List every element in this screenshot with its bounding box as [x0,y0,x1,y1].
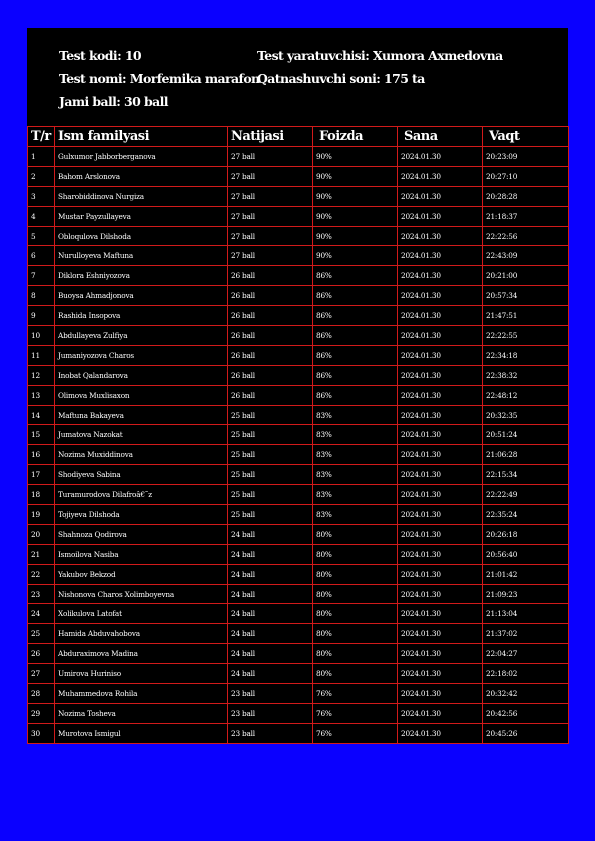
result-time: 20:45:26 [483,723,569,743]
participant-name: Jumatova Nazokat [55,425,228,445]
result-time: 21:06:28 [483,445,569,465]
result-points: 24 ball [228,544,313,564]
row-number: 1 [28,147,55,167]
result-time: 20:28:28 [483,186,569,206]
table-row [28,365,569,385]
result-points: 23 ball [228,703,313,723]
result-time: 20:26:18 [483,524,569,544]
test-name: Test nomi: Morfemika marafon [59,71,260,86]
result-time: 22:04:27 [483,644,569,664]
result-points: 26 ball [228,266,313,286]
row-number: 15 [28,425,55,445]
table-row [28,425,569,445]
participant-name: Inobat Qalandarova [55,365,228,385]
result-date: 2024.01.30 [398,226,483,246]
participant-name: Bahom Arslonova [55,166,228,186]
table-row [28,385,569,405]
row-number: 10 [28,326,55,346]
table-row [28,266,569,286]
result-percent: 90% [313,147,398,167]
row-number: 28 [28,684,55,704]
result-time: 22:22:49 [483,485,569,505]
result-percent: 80% [313,604,398,624]
result-date: 2024.01.30 [398,326,483,346]
test-info-header [27,28,568,126]
result-percent: 83% [313,505,398,525]
result-percent: 83% [313,445,398,465]
row-number: 29 [28,703,55,723]
row-number: 19 [28,505,55,525]
result-percent: 86% [313,306,398,326]
row-number: 2 [28,166,55,186]
result-time: 22:48:12 [483,385,569,405]
result-points: 25 ball [228,485,313,505]
participant-name: Hamida Abduvahobova [55,624,228,644]
result-time: 20:32:35 [483,405,569,425]
participant-name: Olimova Muxlisaxon [55,385,228,405]
table-row [28,246,569,266]
row-number: 12 [28,365,55,385]
result-points: 27 ball [228,186,313,206]
result-time: 21:47:51 [483,306,569,326]
result-time: 21:37:02 [483,624,569,644]
result-points: 27 ball [228,147,313,167]
result-time: 20:42:56 [483,703,569,723]
result-points: 24 ball [228,644,313,664]
result-points: 27 ball [228,226,313,246]
participant-name: Muhammedova Rohila [55,684,228,704]
result-points: 24 ball [228,524,313,544]
result-percent: 86% [313,365,398,385]
result-date: 2024.01.30 [398,246,483,266]
result-points: 25 ball [228,405,313,425]
result-percent: 90% [313,206,398,226]
table-row [28,326,569,346]
table-row [28,703,569,723]
participant-count: Qatnashuvchi soni: 175 ta [257,71,425,86]
result-date: 2024.01.30 [398,405,483,425]
result-date: 2024.01.30 [398,584,483,604]
result-time: 22:43:09 [483,246,569,266]
column-header-percent: Foizda [313,127,398,147]
result-date: 2024.01.30 [398,684,483,704]
row-number: 14 [28,405,55,425]
result-time: 20:32:42 [483,684,569,704]
table-row [28,465,569,485]
column-header-number: T/r [28,127,55,147]
result-date: 2024.01.30 [398,485,483,505]
result-points: 27 ball [228,246,313,266]
result-time: 22:18:02 [483,664,569,684]
participant-name: Nozima Muxiddinova [55,445,228,465]
row-number: 7 [28,266,55,286]
participant-name: Abdullayeva Zulfiya [55,326,228,346]
table-row [28,664,569,684]
result-time: 22:34:18 [483,345,569,365]
participant-name: Diklora Eshniyozova [55,266,228,286]
result-time: 20:27:10 [483,166,569,186]
result-points: 24 ball [228,584,313,604]
result-percent: 80% [313,624,398,644]
participant-name: Abduraximova Madina [55,644,228,664]
table-row [28,306,569,326]
participant-name: Buoysa Ahmadjonova [55,286,228,306]
participant-name: Rashida Insopova [55,306,228,326]
table-row [28,544,569,564]
result-date: 2024.01.30 [398,166,483,186]
table-row [28,485,569,505]
result-percent: 80% [313,644,398,664]
test-code: Test kodi: 10 [59,48,142,63]
row-number: 22 [28,564,55,584]
result-percent: 83% [313,405,398,425]
result-percent: 80% [313,524,398,544]
result-points: 26 ball [228,385,313,405]
result-date: 2024.01.30 [398,604,483,624]
result-percent: 86% [313,286,398,306]
result-date: 2024.01.30 [398,445,483,465]
result-percent: 83% [313,465,398,485]
row-number: 23 [28,584,55,604]
result-date: 2024.01.30 [398,465,483,485]
participant-name: Ismoilova Nasiba [55,544,228,564]
table-row [28,564,569,584]
table-row [28,345,569,365]
participant-name: Xolikulova Latofat [55,604,228,624]
row-number: 17 [28,465,55,485]
result-date: 2024.01.30 [398,723,483,743]
table-row [28,405,569,425]
result-percent: 86% [313,266,398,286]
result-date: 2024.01.30 [398,385,483,405]
result-percent: 76% [313,703,398,723]
result-percent: 76% [313,723,398,743]
table-row [28,644,569,664]
row-number: 25 [28,624,55,644]
result-time: 20:51:24 [483,425,569,445]
row-number: 9 [28,306,55,326]
row-number: 24 [28,604,55,624]
result-time: 22:35:24 [483,505,569,525]
participant-name: Yakubov Bekzod [55,564,228,584]
result-percent: 80% [313,564,398,584]
result-points: 26 ball [228,326,313,346]
result-percent: 80% [313,544,398,564]
result-points: 24 ball [228,664,313,684]
results-table [27,126,569,744]
participant-name: Nurulloyeva Maftuna [55,246,228,266]
table-row [28,186,569,206]
result-date: 2024.01.30 [398,425,483,445]
table-row [28,584,569,604]
result-date: 2024.01.30 [398,703,483,723]
result-percent: 80% [313,584,398,604]
result-percent: 90% [313,246,398,266]
result-date: 2024.01.30 [398,286,483,306]
result-points: 26 ball [228,286,313,306]
result-time: 21:01:42 [483,564,569,584]
row-number: 5 [28,226,55,246]
result-time: 22:22:55 [483,326,569,346]
result-points: 25 ball [228,445,313,465]
participant-name: Tojiyeva Dilshoda [55,505,228,525]
result-percent: 86% [313,345,398,365]
row-number: 18 [28,485,55,505]
result-date: 2024.01.30 [398,664,483,684]
result-percent: 90% [313,226,398,246]
table-row [28,505,569,525]
result-date: 2024.01.30 [398,544,483,564]
column-header-result: Natijasi [228,127,313,147]
result-date: 2024.01.30 [398,624,483,644]
result-time: 20:23:09 [483,147,569,167]
result-percent: 86% [313,385,398,405]
row-number: 6 [28,246,55,266]
result-date: 2024.01.30 [398,505,483,525]
table-row [28,524,569,544]
result-date: 2024.01.30 [398,147,483,167]
table-row [28,206,569,226]
result-points: 26 ball [228,365,313,385]
result-date: 2024.01.30 [398,524,483,544]
participant-name: Nishonova Charos Xolimboyevna [55,584,228,604]
table-header-row [28,127,569,147]
result-points: 26 ball [228,306,313,326]
table-row [28,226,569,246]
result-date: 2024.01.30 [398,345,483,365]
table-row [28,624,569,644]
result-points: 27 ball [228,166,313,186]
result-date: 2024.01.30 [398,564,483,584]
table-row [28,604,569,624]
table-row [28,723,569,743]
table-row [28,286,569,306]
row-number: 13 [28,385,55,405]
result-time: 21:09:23 [483,584,569,604]
row-number: 27 [28,664,55,684]
participant-name: Jumaniyozova Charos [55,345,228,365]
participant-name: Turamurodova Dilafroâ€˜z [55,485,228,505]
result-points: 27 ball [228,206,313,226]
row-number: 21 [28,544,55,564]
result-time: 21:18:37 [483,206,569,226]
result-points: 23 ball [228,723,313,743]
participant-name: Mustar Payzullayeva [55,206,228,226]
result-time: 22:15:34 [483,465,569,485]
results-sheet [27,28,568,744]
result-date: 2024.01.30 [398,306,483,326]
participant-name: Umirova Huriniso [55,664,228,684]
result-date: 2024.01.30 [398,365,483,385]
result-percent: 76% [313,684,398,704]
result-time: 21:13:04 [483,604,569,624]
row-number: 8 [28,286,55,306]
participant-name: Shahnoza Qodirova [55,524,228,544]
result-percent: 80% [313,664,398,684]
row-number: 30 [28,723,55,743]
row-number: 20 [28,524,55,544]
table-row [28,166,569,186]
participant-name: Nozima Tosheva [55,703,228,723]
result-points: 23 ball [228,684,313,704]
result-time: 20:57:34 [483,286,569,306]
result-points: 25 ball [228,465,313,485]
result-points: 25 ball [228,425,313,445]
result-date: 2024.01.30 [398,186,483,206]
result-points: 24 ball [228,564,313,584]
result-time: 22:38:32 [483,365,569,385]
result-percent: 86% [313,326,398,346]
row-number: 16 [28,445,55,465]
row-number: 11 [28,345,55,365]
result-percent: 90% [313,186,398,206]
participant-name: Shodiyeva Sabina [55,465,228,485]
result-points: 24 ball [228,604,313,624]
row-number: 4 [28,206,55,226]
result-percent: 83% [313,485,398,505]
result-date: 2024.01.30 [398,206,483,226]
result-points: 26 ball [228,345,313,365]
column-header-date: Sana [398,127,483,147]
participant-name: Murotova Ismigul [55,723,228,743]
result-time: 20:56:40 [483,544,569,564]
result-time: 20:21:00 [483,266,569,286]
test-creator: Test yaratuvchisi: Xumora Axmedovna [257,48,503,63]
result-date: 2024.01.30 [398,644,483,664]
participant-name: Sharobiddinova Nurgiza [55,186,228,206]
row-number: 26 [28,644,55,664]
result-points: 25 ball [228,505,313,525]
column-header-time: Vaqt [483,127,569,147]
result-percent: 83% [313,425,398,445]
total-points: Jami ball: 30 ball [59,94,168,109]
participant-name: Obloqulova Dilshoda [55,226,228,246]
table-row [28,684,569,704]
result-points: 24 ball [228,624,313,644]
result-date: 2024.01.30 [398,266,483,286]
table-row [28,445,569,465]
participant-name: Gulxumor Jabborberganova [55,147,228,167]
result-time: 22:22:56 [483,226,569,246]
column-header-name: Ism familyasi [55,127,228,147]
table-row [28,147,569,167]
result-percent: 90% [313,166,398,186]
row-number: 3 [28,186,55,206]
participant-name: Maftuna Bakayeva [55,405,228,425]
